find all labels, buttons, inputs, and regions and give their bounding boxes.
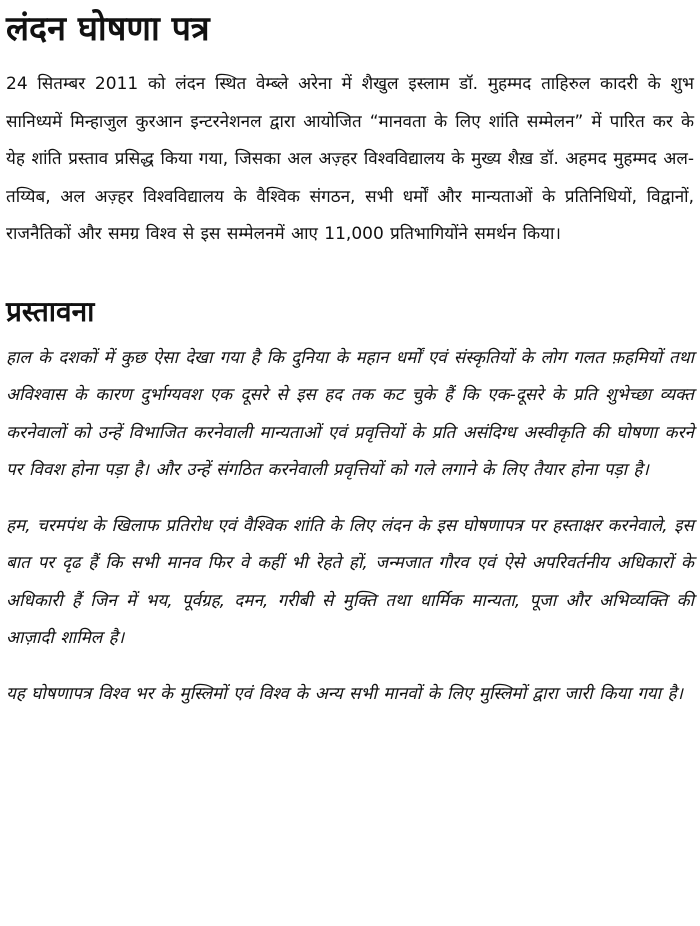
preamble-paragraph-2: हम, चरमपंथ के खिलाफ प्रतिरोध एवं वैश्विक शांति के लिए लंदन के इस घोषणापत्र पर हस्ताक्षर करनेवाले, इस बात पर दृढ हैं कि सभी मानव फिर वे कहीं भी रेहते हों, जन्मजात गौरव एवं ऐसे अपरिवर्तनीय अधिकारों के अधिकारी हैं जिन में भय, पूर्वग्रह, दमन, गरीबी से मुक्ति तथा धार्मिक मान्यता, पूजा और अभिव्यक्ति की आज़ादी शामिल है।	[6, 515, 694, 648]
document-title: लंदन घोषणा पत्र	[6, 9, 210, 49]
preamble-paragraph-3: यह घोषणापत्र विश्व भर के मुस्लिमों एवं विश्व के अन्य सभी मानवों के लिए मुस्लिमों द्वारा जारी किया गया है।	[6, 683, 683, 704]
section-heading-preamble: प्रस्तावना	[6, 294, 95, 328]
preamble-paragraph-1: हाल के दशकों में कुछ ऐसा देखा गया है कि दुनिया के महान धर्मों एवं संस्कृतियों के लोग गलत फ़हमियों तथा अविश्वास के कारण दुर्भाग्यवश एक दूसरे से इस हद तक कट चुके हैं कि एक-दूसरे के प्रति शुभेच्छा व्यक्त करनेवालों को उन्हें विभाजित करनेवाली मान्यताओं एवं प्रवृत्तियों के प्रति असंदिग्ध अस्वीकृति की घोषणा करने पर विवश होना पड़ा है। और उन्हें संगठित करनेवाली प्रवृत्तियों को गले लगाने के लिए तैयार होना पड़ा है।	[6, 347, 694, 480]
intro-paragraph: 24 सितम्बर 2011 को लंदन स्थित वेम्ब्ले अरेना में शैखुल इस्लाम डॉ. मुहम्मद ताहिरुल कादरी के शुभ सानिध्यमें मिन्हाजुल कुरआन इन्टरनेशनल द्वारा आयोजित “मानवता के लिए शांति सम्मेलन” में पारित कर के येह शांति प्रस्ताव प्रसिद्ध किया गया, जिसका अल अज़्हर विश्वविद्यालय के मुख्य शैख़ डॉ. अहमद मुहम्मद अल-तय्यिब, अल अज़्हर विश्वविद्यालय के वैश्विक संगठन, सभी धर्मों और मान्यताओं के प्रतिनिधियों, विद्वानों, राजनैतिकों और समग्र विश्व से इस सम्मेलनमें आए 11,000 प्रतिभागियोंने समर्थन किया।	[6, 74, 694, 244]
